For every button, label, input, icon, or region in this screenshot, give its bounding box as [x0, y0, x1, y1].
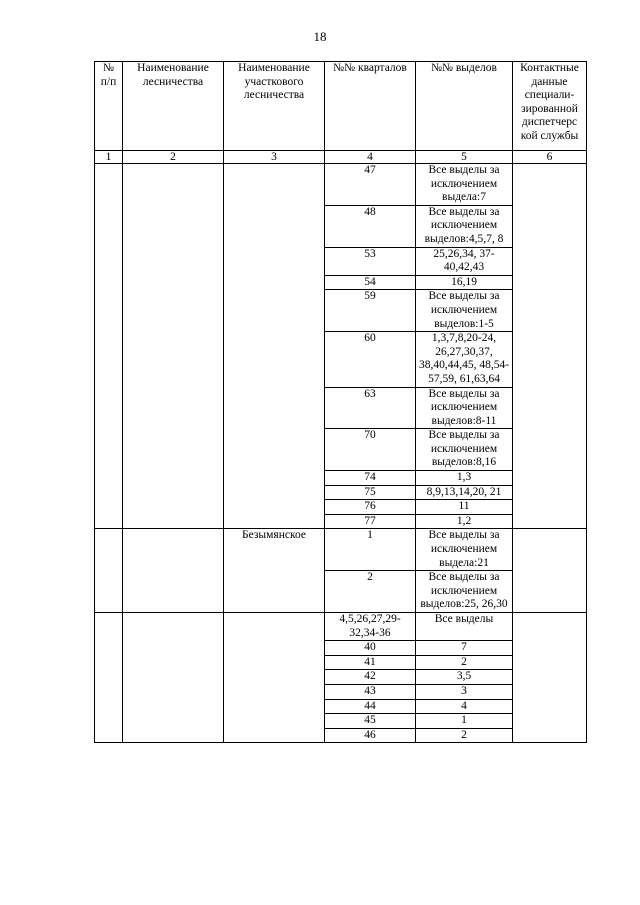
kvartal-cell: 2 — [325, 571, 416, 613]
column-number: 1 — [95, 151, 123, 164]
videly-cell: 25,26,34, 37-40,42,43 — [416, 247, 513, 275]
videly-cell: Все выделы за исключением выдела:21 — [416, 529, 513, 571]
kvartal-cell: 75 — [325, 485, 416, 500]
videly-cell: 8,9,13,14,20, 21 — [416, 485, 513, 500]
row-number-cell — [95, 529, 123, 613]
videly-cell: 11 — [416, 500, 513, 515]
kvartal-cell: 43 — [325, 684, 416, 699]
videly-cell: Все выделы за исключением выделов:8,16 — [416, 429, 513, 471]
column-number: 5 — [416, 151, 513, 164]
kvartal-cell: 47 — [325, 164, 416, 206]
videly-cell: 2 — [416, 655, 513, 670]
kvartal-cell: 60 — [325, 332, 416, 387]
forestry-name-cell — [123, 529, 224, 613]
column-numbering-row — [95, 151, 587, 164]
row-number-cell — [95, 164, 123, 529]
kvartal-cell: 40 — [325, 641, 416, 656]
page-number: 18 — [313, 29, 327, 44]
videly-cell: 1,3,7,8,20-24, 26,27,30,37, 38,40,44,45, 48,54-57,59, 61,63,64 — [416, 332, 513, 387]
header-number: № п/п — [95, 62, 123, 151]
kvartal-cell: 63 — [325, 387, 416, 429]
kvartal-cell: 59 — [325, 290, 416, 332]
header-forestry-name: Наименование лесничества — [123, 62, 224, 151]
videly-cell: Все выделы — [416, 613, 513, 641]
contacts-cell — [513, 529, 587, 613]
videly-cell: 1 — [416, 714, 513, 729]
contacts-cell — [513, 613, 587, 743]
kvartal-cell: 45 — [325, 714, 416, 729]
videly-cell: 1,2 — [416, 514, 513, 529]
header-videly: №№ выделов — [416, 62, 513, 151]
kvartal-cell: 42 — [325, 670, 416, 685]
header-row — [95, 62, 587, 151]
videly-cell: 3,5 — [416, 670, 513, 685]
kvartal-cell: 76 — [325, 500, 416, 515]
district-forestry-cell — [224, 613, 325, 743]
videly-cell: Все выделы за исключением выделов:1-5 — [416, 290, 513, 332]
table-row — [95, 613, 587, 641]
table-row — [95, 164, 587, 206]
videly-cell: 2 — [416, 728, 513, 743]
column-number: 3 — [224, 151, 325, 164]
forestry-name-cell — [123, 613, 224, 743]
videly-cell: 4 — [416, 699, 513, 714]
kvartal-cell: 53 — [325, 247, 416, 275]
header-contacts: Контактные данные специали- зированной диспетчерс кой службы — [513, 62, 587, 151]
kvartal-cell: 77 — [325, 514, 416, 529]
kvartal-cell: 54 — [325, 275, 416, 290]
column-number: 2 — [123, 151, 224, 164]
district-forestry-cell — [224, 164, 325, 529]
header-district-forestry-name: Наименование участкового лесничества — [224, 62, 325, 151]
header-kvartals: №№ кварталов — [325, 62, 416, 151]
videly-cell: Все выделы за исключением выделов:4,5,7, 8 — [416, 205, 513, 247]
videly-cell: 16,19 — [416, 275, 513, 290]
kvartal-cell: 41 — [325, 655, 416, 670]
videly-cell: 3 — [416, 684, 513, 699]
kvartal-cell: 74 — [325, 471, 416, 486]
contacts-cell — [513, 164, 587, 529]
kvartal-cell: 1 — [325, 529, 416, 571]
kvartal-cell: 48 — [325, 205, 416, 247]
forestry-name-cell — [123, 164, 224, 529]
district-forestry-cell: Безымянское — [224, 529, 325, 613]
table-row — [95, 529, 587, 571]
videly-cell: 1,3 — [416, 471, 513, 486]
column-number: 6 — [513, 151, 587, 164]
kvartal-cell: 46 — [325, 728, 416, 743]
videly-cell: Все выделы за исключением выделов:25, 26,30 — [416, 571, 513, 613]
kvartal-cell: 4,5,26,27,29- 32,34-36 — [325, 613, 416, 641]
row-number-cell — [95, 613, 123, 743]
kvartal-cell: 70 — [325, 429, 416, 471]
forestry-table — [94, 61, 587, 743]
column-number: 4 — [325, 151, 416, 164]
videly-cell: Все выделы за исключением выдела:7 — [416, 164, 513, 206]
kvartal-cell: 44 — [325, 699, 416, 714]
videly-cell: Все выделы за исключением выделов:8-11 — [416, 387, 513, 429]
videly-cell: 7 — [416, 641, 513, 656]
